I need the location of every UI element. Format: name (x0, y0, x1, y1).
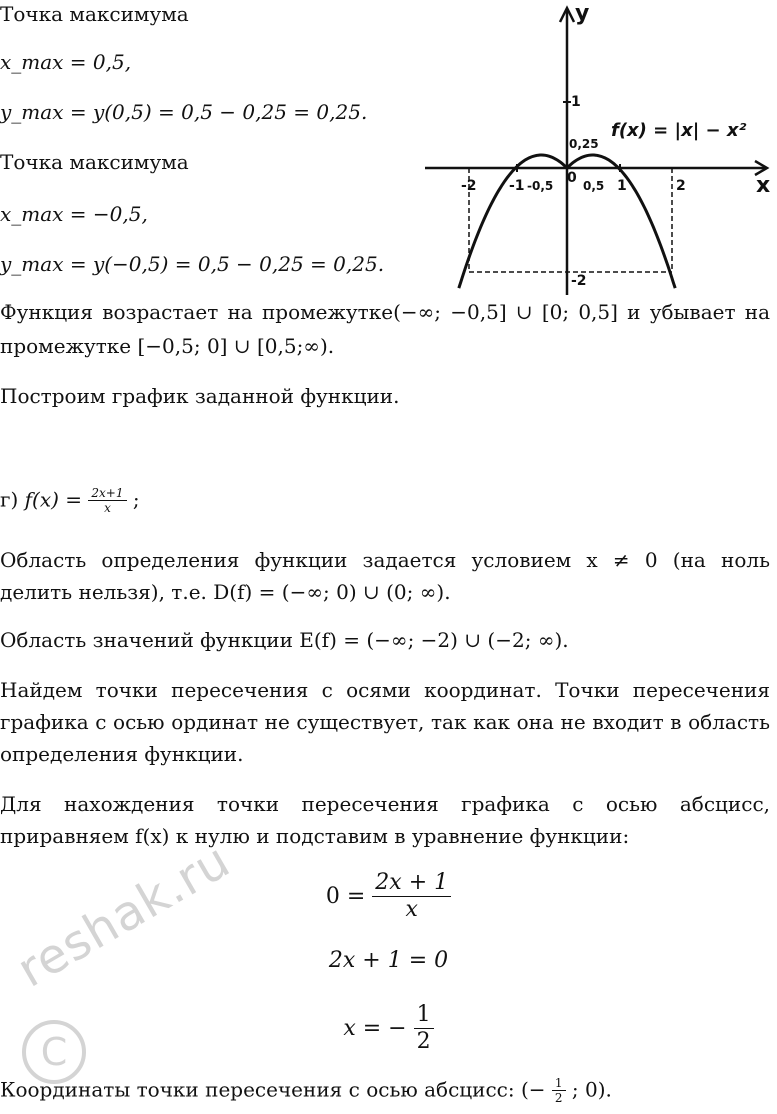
intersect-text-3: определения функции. (0, 742, 244, 766)
function-graph (425, 0, 777, 300)
coords-text: Координаты точки пересечения с осью абсцисс: (0, 1077, 521, 1102)
xmax-line-2: x_max = −0,5, (0, 202, 148, 226)
heading-max-point-2: Точка максимума (0, 150, 189, 174)
intersect-text-1: Найдем точки пересечения с осями координат. Точки пересечения (0, 678, 770, 702)
eq3-numerator: 1 (414, 1002, 434, 1029)
coords-line (0, 1076, 612, 1106)
function-fraction (88, 486, 126, 516)
eq3-denominator: 2 (416, 1029, 431, 1055)
ymax-line-1: y_max = y(0,5) = 0,5 − 0,25 = 0,25. (0, 100, 368, 124)
tick-label-y-neg2: -2 (571, 273, 587, 289)
eq3-fraction (414, 1002, 434, 1056)
abscissa-text-1: Для нахождения точки пересечения графика с осью абсцисс, (0, 792, 770, 816)
tick-label-x-2: 2 (676, 178, 686, 194)
range-text: Область значений функции E(f) = (−∞; −2) ∪ (−2; ∞). (0, 628, 569, 652)
coords-numerator: 1 (552, 1076, 566, 1091)
domain-text-2: делить нельзя), т.е. D(f) = (−∞; 0) ∪ (0; ∞). (0, 580, 451, 604)
function-end: ; (132, 487, 140, 512)
x-axis-label: x (756, 173, 771, 198)
eq1-lhs: 0 = (325, 883, 373, 909)
function-label: f(x) = |x| − x² (611, 120, 747, 141)
eq1-denominator: x (405, 897, 418, 923)
tick-label-x-neg1: -1 (509, 178, 525, 194)
build-graph-text: Построим график заданной функции. (0, 384, 400, 408)
tick-label-x-1: 1 (617, 178, 627, 194)
coords-denominator: 2 (554, 1091, 563, 1106)
tick-label-x-neg05: -0,5 (527, 179, 554, 193)
tick-label-y-1: 1 (571, 94, 581, 110)
monotony-text-2: промежутке [−0,5; 0] ∪ [0,5;∞). (0, 334, 335, 358)
coords-fraction (552, 1076, 566, 1106)
tick-label-x-05: 0,5 (583, 179, 605, 193)
monotony-text-1: Функция возрастает на промежутке(−∞; −0,5] ∪ [0; 0,5] и убывает на (0, 300, 770, 324)
eq3-lhs: x = − (343, 1015, 407, 1041)
abscissa-text-2: приравняем f(x) к нулю и подставим в уравнение функции: (0, 824, 630, 848)
tick-label-x-neg2: -2 (461, 178, 477, 194)
coords-close: ; 0). (571, 1077, 612, 1102)
ymax-line-2: y_max = y(−0,5) = 0,5 − 0,25 = 0,25. (0, 252, 385, 276)
function-lhs: f(x) = (24, 487, 89, 512)
xmax-line-1: x_max = 0,5, (0, 50, 132, 74)
function-denominator: x (104, 501, 111, 516)
y-axis-label: y (575, 1, 590, 26)
equation-3 (0, 1002, 777, 1056)
tick-label-origin: 0 (567, 170, 577, 186)
eq1-numerator: 2x + 1 (372, 870, 451, 897)
watermark-text: reshak.ru (8, 832, 240, 999)
item-g (0, 486, 140, 516)
tick-label-y-025: 0,25 (569, 137, 599, 151)
intersect-text-2: графика с осью ординат не существует, так как она не входит в область (0, 710, 770, 734)
heading-max-point-1: Точка максимума (0, 2, 189, 26)
function-numerator: 2x+1 (88, 486, 126, 501)
copyright-icon: C (22, 1020, 86, 1084)
domain-text-1: Область определения функции задается условием x ≠ 0 (на ноль (0, 548, 770, 572)
coords-open: (− (520, 1077, 546, 1102)
equation-2: 2x + 1 = 0 (328, 948, 449, 973)
item-label: г) (0, 487, 19, 512)
eq1-fraction (372, 870, 451, 924)
